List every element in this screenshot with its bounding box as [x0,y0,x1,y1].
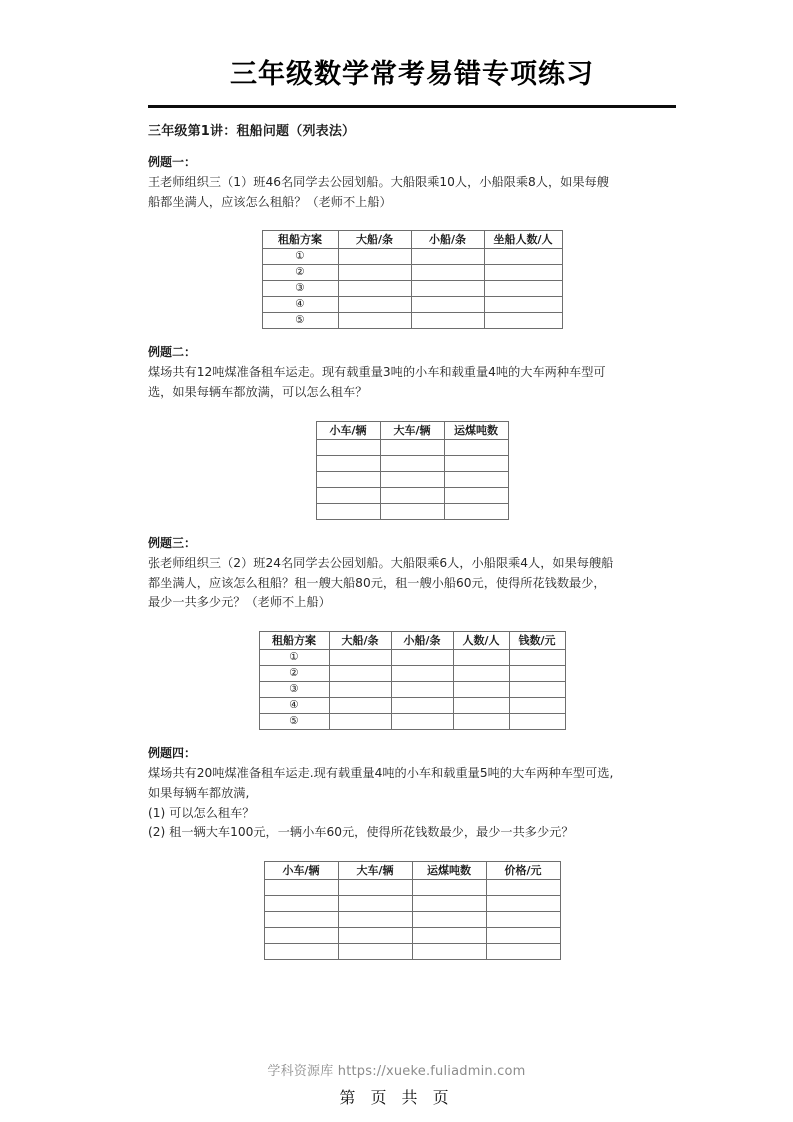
page-title: 三年级数学常考易错专项练习 [230,59,594,90]
table-row-index: ② [262,265,338,281]
table-answer-cell[interactable] [264,880,338,896]
page-footer [0,1060,793,1108]
table-column-header: 大车/辆 [338,862,412,880]
table-row [262,281,562,297]
table-row [262,249,562,265]
answer-table [264,861,561,960]
table-column-header: 运煤吨数 [444,421,508,439]
answer-table [259,631,566,730]
problem-block [148,153,676,330]
table-answer-cell[interactable] [316,471,380,487]
table-row-index: ⑤ [259,714,329,730]
problem-label: 例题一： [148,154,197,169]
problem-text-line: 如果每辆车都放满, [148,785,250,800]
problem-text-line: 张老师组织三（2）班24名同学去公园划船。大船限乘6人，小船限乘4人，如果每艘船 [148,555,614,570]
table-answer-cell[interactable] [380,439,444,455]
problem-text-line: 最少一共多少元？（老师不上船） [148,595,331,610]
table-answer-cell[interactable] [316,487,380,503]
table-answer-cell[interactable] [411,249,484,265]
table-row [264,912,560,928]
table-row-index: ④ [259,698,329,714]
problem-text-line: 船都坐满人，应该怎么租船？（老师不上船） [148,194,392,209]
table-answer-cell[interactable] [444,455,508,471]
table-row [259,682,565,698]
problem-label: 例题四： [148,746,197,761]
table-answer-cell[interactable] [391,666,453,682]
problem-label: 例题三： [148,535,197,550]
table-row-index: ③ [259,682,329,698]
table-row-index: ⑤ [262,313,338,329]
problem-text [148,173,676,213]
answer-table-wrapper [148,631,676,730]
table-answer-cell[interactable] [509,682,565,698]
table-answer-cell[interactable] [484,265,562,281]
table-answer-cell[interactable] [380,471,444,487]
table-answer-cell[interactable] [329,682,391,698]
table-answer-cell[interactable] [509,666,565,682]
problem-label: 例题二： [148,345,197,360]
table-column-header: 租船方案 [259,632,329,650]
table-row [262,297,562,313]
table-answer-cell[interactable] [444,487,508,503]
table-answer-cell[interactable] [509,714,565,730]
problem-text-line: 王老师组织三（1）班46名同学去公园划船。大船限乘10人，小船限乘8人，如果每艘 [148,174,609,189]
table-answer-cell[interactable] [391,682,453,698]
answer-table [316,421,509,520]
table-answer-cell[interactable] [329,650,391,666]
table-row [316,503,508,519]
table-row [259,714,565,730]
table-row [262,265,562,281]
table-answer-cell[interactable] [329,666,391,682]
table-answer-cell[interactable] [486,928,560,944]
table-answer-cell[interactable] [264,944,338,960]
problems-container [148,153,676,960]
problem-block [148,534,676,730]
table-answer-cell[interactable] [338,281,411,297]
table-answer-cell[interactable] [484,281,562,297]
problem-text [148,764,676,843]
table-answer-cell[interactable] [264,912,338,928]
table-header-row [259,632,565,650]
table-row-index: ③ [262,281,338,297]
table-answer-cell[interactable] [391,650,453,666]
table-answer-cell[interactable] [486,944,560,960]
table-column-header: 价格/元 [486,862,560,880]
table-row [316,487,508,503]
table-column-header: 运煤吨数 [412,862,486,880]
table-answer-cell[interactable] [484,297,562,313]
table-answer-cell[interactable] [338,297,411,313]
table-header-row [264,862,560,880]
table-answer-cell[interactable] [338,265,411,281]
table-answer-cell[interactable] [380,455,444,471]
table-answer-cell[interactable] [380,503,444,519]
table-column-header: 小车/辆 [264,862,338,880]
title-divider [148,105,676,108]
table-answer-cell[interactable] [329,698,391,714]
table-column-header: 小船/条 [411,231,484,249]
table-answer-cell[interactable] [338,880,412,896]
table-row [264,896,560,912]
table-answer-cell[interactable] [338,896,412,912]
table-answer-cell[interactable] [338,944,412,960]
problem-text-line: (2) 租一辆大车100元，一辆小车60元，使得所花钱数最少，最少一共多少元？ [148,825,574,840]
table-answer-cell[interactable] [453,650,509,666]
table-answer-cell[interactable] [412,912,486,928]
answer-table-wrapper [148,421,676,520]
table-answer-cell[interactable] [338,249,411,265]
table-answer-cell[interactable] [509,650,565,666]
table-header-row [316,421,508,439]
table-row-index: ① [262,249,338,265]
table-column-header: 大船/条 [329,632,391,650]
table-answer-cell[interactable] [411,281,484,297]
table-answer-cell[interactable] [411,265,484,281]
problem-text [148,363,676,403]
table-row [316,455,508,471]
table-answer-cell[interactable] [412,880,486,896]
table-answer-cell[interactable] [453,682,509,698]
table-answer-cell[interactable] [411,297,484,313]
table-row [264,880,560,896]
table-answer-cell[interactable] [486,912,560,928]
table-row [262,313,562,329]
watermark-text: 学科资源库 https://xueke.fuliadmin.com [267,1064,526,1079]
problem-text-line: (1) 可以怎么租车？ [148,805,255,820]
table-answer-cell[interactable] [412,896,486,912]
table-column-header: 小船/条 [391,632,453,650]
section-heading: 三年级第1讲：租船问题（列表法） [148,123,356,139]
answer-table-wrapper [148,230,676,329]
table-row [316,471,508,487]
table-answer-cell[interactable] [453,666,509,682]
table-answer-cell[interactable] [412,928,486,944]
table-answer-cell[interactable] [338,912,412,928]
problem-text-line: 煤场共有12吨煤准备租车运走。现有载重量3吨的小车和载重量4吨的大车两种车型可 [148,365,606,380]
problem-text-line: 煤场共有20吨煤准备租车运走.现有载重量4吨的小车和载重量5吨的大车两种车型可选, [148,766,614,781]
table-row [264,928,560,944]
problem-text-line: 选，如果每辆车都放满，可以怎么租车？ [148,385,368,400]
table-row-index: ④ [262,297,338,313]
table-answer-cell[interactable] [264,928,338,944]
answer-table-wrapper [148,861,676,960]
table-answer-cell[interactable] [338,313,411,329]
table-answer-cell[interactable] [411,313,484,329]
table-column-header: 大车/辆 [380,421,444,439]
table-column-header: 大船/条 [338,231,411,249]
table-answer-cell[interactable] [316,503,380,519]
table-row-index: ② [259,666,329,682]
table-answer-cell[interactable] [391,714,453,730]
table-answer-cell[interactable] [316,455,380,471]
table-row [264,944,560,960]
table-answer-cell[interactable] [444,439,508,455]
table-answer-cell[interactable] [264,896,338,912]
table-row [259,698,565,714]
table-column-header: 钱数/元 [509,632,565,650]
table-header-row [262,231,562,249]
problem-text [148,554,676,613]
table-row-index: ① [259,650,329,666]
table-answer-cell[interactable] [484,249,562,265]
table-answer-cell[interactable] [453,714,509,730]
table-answer-cell[interactable] [486,880,560,896]
problem-block [148,343,676,520]
table-row [316,439,508,455]
page-content [148,0,676,960]
problem-block [148,744,676,960]
answer-table [262,230,563,329]
table-answer-cell[interactable] [453,698,509,714]
problem-text-line: 都坐满人，应该怎么租船？租一艘大船80元，租一艘小船60元，使得所花钱数最少， [148,575,606,590]
table-answer-cell[interactable] [486,896,560,912]
table-answer-cell[interactable] [444,471,508,487]
table-answer-cell[interactable] [412,944,486,960]
table-row [259,650,565,666]
table-column-header: 小车/辆 [316,421,380,439]
table-answer-cell[interactable] [484,313,562,329]
page-number-text: 第 页 共 页 [339,1088,454,1107]
table-answer-cell[interactable] [329,714,391,730]
table-answer-cell[interactable] [316,439,380,455]
table-answer-cell[interactable] [380,487,444,503]
table-row [259,666,565,682]
table-answer-cell[interactable] [338,928,412,944]
table-column-header: 人数/人 [453,632,509,650]
table-answer-cell[interactable] [509,698,565,714]
table-answer-cell[interactable] [391,698,453,714]
table-column-header: 坐船人数/人 [484,231,562,249]
table-answer-cell[interactable] [444,503,508,519]
table-column-header: 租船方案 [262,231,338,249]
